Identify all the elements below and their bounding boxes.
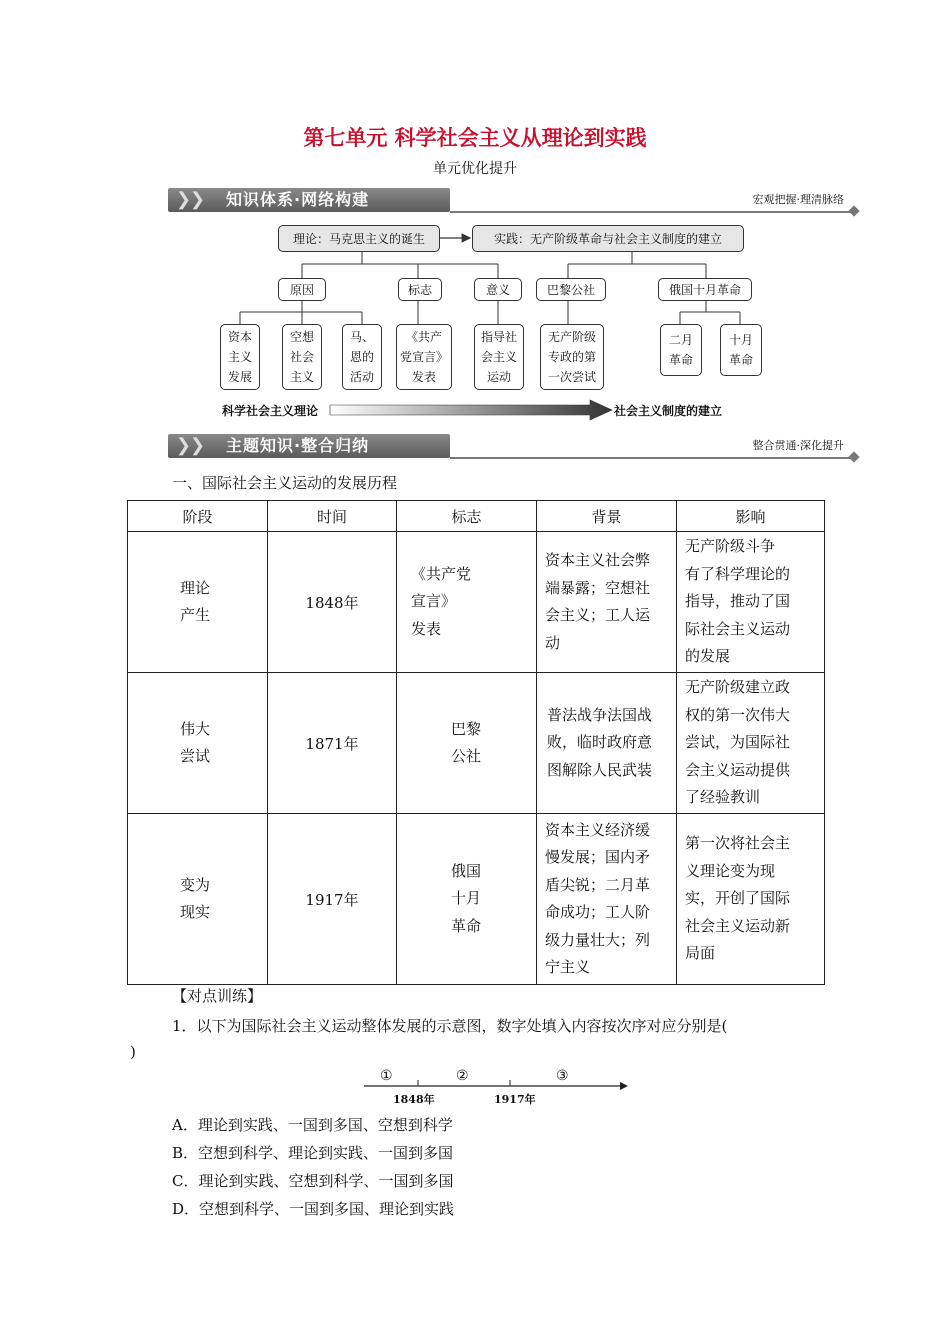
diagram-arrow-left-label: 科学社会主义理论 [222,404,319,418]
diagram-leaf-october: 十月 革命 [720,324,762,376]
diagram-leaf-marx-engels: 马、 恩的 活动 [342,324,382,390]
table-row [128,532,825,673]
band-label: 知识体系·网络构建 [226,190,370,209]
section-heading: 一、国际社会主义运动的发展历程 [172,474,398,492]
table-cell-background: 资本主义社会弊 端暴露；空想社 会主义；工人运 动 [537,532,677,673]
diagram-leaf-february: 二月 革命 [660,324,702,376]
table-cell-time: 1871年 [268,673,397,814]
table-cell-time: 1848年 [268,532,397,673]
table-cell-sign: 俄国 十月 革命 [397,814,537,985]
table-cell-background: 资本主义经济缓 慢发展；国内矛 盾尖锐；二月革 命成功；工人阶 级力量壮大；列 宁主义 [537,814,677,985]
table-cell-impact: 第一次将社会主 义理论变为现 实，开创了国际 社会主义运动新 局面 [677,814,825,985]
table-row [128,673,825,814]
table-cell-sign: 《共产党 宣言》 发表 [397,532,537,673]
diagram-practice-box: 实践：无产阶级革命与社会主义制度的建立 [472,225,744,252]
diagram-arrow-right-label: 社会主义制度的建立 [614,404,723,418]
diagram-october-box: 俄国十月革命 [658,278,752,301]
chevron-right-icon: ❯ [190,435,206,456]
section-band-theme [168,431,858,459]
timeline-year-1848: 1848年 [393,1093,435,1106]
band-label: 主题知识·整合归纳 [226,436,370,455]
band-right-text: 整合贯通·深化提升 [752,439,844,452]
table-header: 标志 [397,501,537,532]
diagram-leaf-manifesto: 《共产 党宣言》 发表 [396,324,452,390]
chevron-right-icon: ❯ [176,189,192,210]
option-d: D．空想到科学、一国到多国、理论到实践 [172,1200,455,1218]
timeline-year-1917: 1917年 [494,1093,536,1106]
question-text: 1．以下为国际社会主义运动整体发展的示意图，数字处填入内容按次序对应分别是( ) [130,1017,728,1061]
option-c: C．理论到实践、空想到科学、一国到多国 [172,1172,454,1190]
diagram-meaning-box: 意义 [474,278,522,301]
diagram-sign-box: 标志 [398,278,442,301]
diagram-leaf-dictatorship: 无产阶级 专政的第 一次尝试 [540,324,604,390]
chevron-right-icon: ❯ [176,435,192,456]
training-heading: 【对点训练】 [172,987,263,1005]
option-b: B．空想到科学、理论到实践、一国到多国 [172,1144,454,1162]
diagram-leaf-utopian: 空想 社会 主义 [282,324,322,390]
table-cell-stage: 变为 现实 [128,814,268,985]
band-right-text: 宏观把握·理清脉络 [752,193,844,206]
table-cell-impact: 无产阶级斗争 有了科学理论的 指导，推动了国 际社会主义运动 的发展 [677,532,825,673]
diagram-leaf-capitalism: 资本 主义 发展 [220,324,260,390]
option-a: A．理论到实践、一国到多国、空想到科学 [172,1116,453,1134]
table-header: 背景 [537,501,677,532]
timeline-marker-2: ② [456,1068,469,1084]
table-header: 影响 [677,501,825,532]
table-cell-stage: 伟大 尝试 [128,673,268,814]
chevron-right-icon: ❯ [190,189,206,210]
table-row [128,814,825,985]
band-rule [450,457,852,459]
diagram-paris-box: 巴黎公社 [536,278,606,301]
diagram-theory-box: 理论：马克思主义的诞生 [278,225,440,252]
table-cell-time: 1917年 [268,814,397,985]
table-cell-sign: 巴黎 公社 [397,673,537,814]
page-subtitle: 单元优化提升 [433,161,517,177]
page-title: 第七单元 科学社会主义从理论到实践 [303,125,647,150]
history-table [127,500,825,985]
table-cell-impact: 无产阶级建立政 权的第一次伟大 尝试，为国际社 会主义运动提供 了经验教训 [677,673,825,814]
table-header: 阶段 [128,501,268,532]
diagram-leaf-guidance: 指导社 会主义 运动 [474,324,524,390]
table-header: 时间 [268,501,397,532]
diamond-icon [848,451,859,462]
timeline-marker-3: ③ [556,1068,569,1084]
timeline-marker-1: ① [380,1068,393,1084]
table-header-row [128,501,825,532]
table-cell-stage: 理论 产生 [128,532,268,673]
table-cell-background: 普法战争法国战 败，临时政府意 图解除人民武装 [537,673,677,814]
diagram-cause-box: 原因 [278,278,326,301]
